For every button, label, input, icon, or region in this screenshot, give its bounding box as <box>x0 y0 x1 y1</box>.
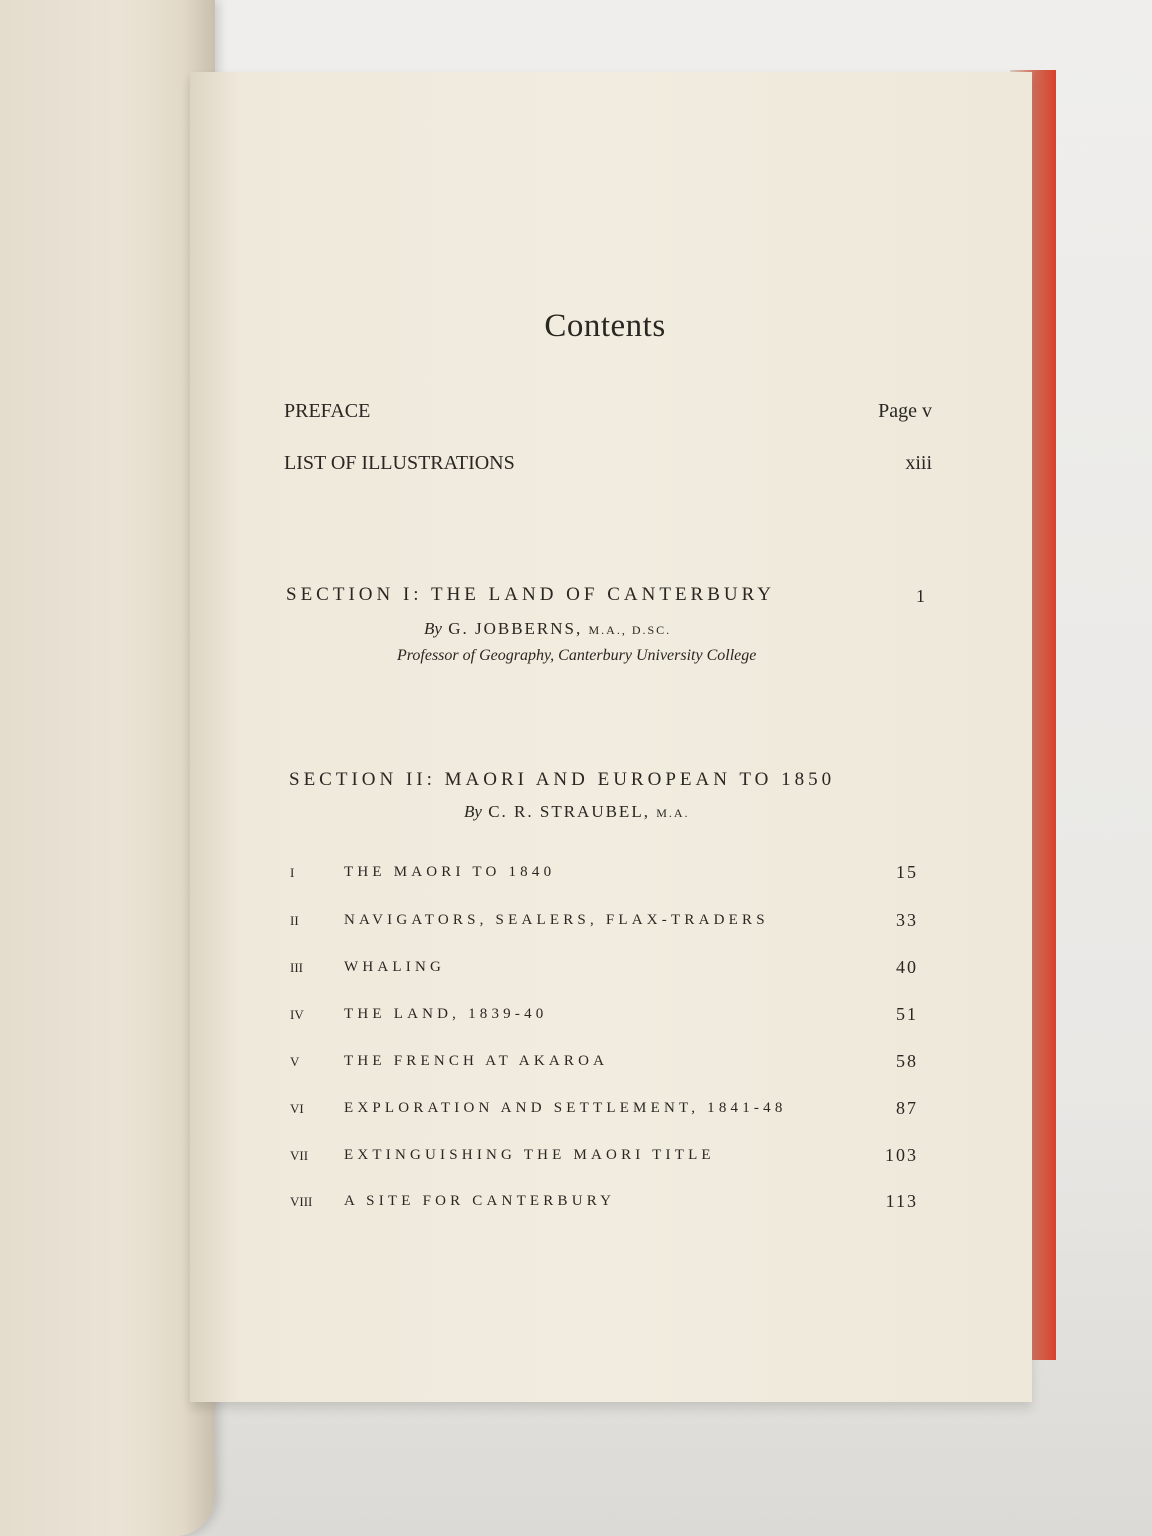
section-1-affiliation: Professor of Geography, Canterbury University College <box>397 647 757 664</box>
chapter-row <box>290 1191 918 1221</box>
section-1-page: 1 <box>916 586 925 606</box>
chapter-number: III <box>290 960 303 975</box>
chapter-title: A SITE FOR CANTERBURY <box>344 1193 616 1209</box>
chapter-title: NAVIGATORS, SEALERS, FLAX-TRADERS <box>344 912 769 928</box>
chapter-page: 40 <box>896 957 918 977</box>
chapter-title: EXTINGUISHING THE MAORI TITLE <box>344 1147 715 1163</box>
chapter-page: 33 <box>896 910 918 930</box>
chapter-page: 15 <box>896 862 918 882</box>
chapter-number: VI <box>290 1101 304 1116</box>
chapter-row <box>290 1004 918 1034</box>
chapter-page: 87 <box>896 1098 918 1118</box>
author-name: G. JOBBERNS, <box>448 619 583 638</box>
chapter-row <box>290 1098 918 1128</box>
page-title: Contents <box>544 308 666 344</box>
section-1-byline <box>424 619 671 639</box>
author-name: C. R. STRAUBEL, <box>488 802 650 821</box>
chapter-title: THE LAND, 1839-40 <box>344 1006 548 1022</box>
chapter-title: THE FRENCH AT AKAROA <box>344 1053 609 1069</box>
front-page-ref: Page v <box>878 400 932 422</box>
chapter-row <box>290 1051 918 1081</box>
chapter-page: 103 <box>885 1145 918 1165</box>
chapter-number: VII <box>290 1148 309 1163</box>
front-page-ref: xiii <box>905 452 932 474</box>
chapter-row <box>290 862 918 892</box>
chapter-number: II <box>290 913 299 928</box>
by-word: By <box>424 619 442 638</box>
front-label: PREFACE <box>284 400 371 422</box>
chapter-number: I <box>290 865 295 880</box>
chapter-page: 58 <box>896 1051 918 1071</box>
left-page <box>0 0 215 1536</box>
section-2-heading: SECTION II: MAORI AND EUROPEAN TO 1850 <box>289 769 836 790</box>
chapter-title: WHALING <box>344 959 446 975</box>
chapter-row <box>290 957 918 987</box>
chapter-title: EXPLORATION AND SETTLEMENT, 1841-48 <box>344 1100 787 1116</box>
chapter-title: THE MAORI TO 1840 <box>344 864 556 880</box>
chapter-number: V <box>290 1054 300 1069</box>
author-degrees: M.A., D.SC. <box>588 623 672 637</box>
section-1-heading: SECTION I: THE LAND OF CANTERBURY <box>286 584 775 605</box>
chapter-number: IV <box>290 1007 304 1022</box>
chapter-number: VIII <box>290 1194 313 1209</box>
author-degrees: M.A. <box>656 806 690 820</box>
chapter-page: 51 <box>896 1004 918 1024</box>
chapter-page: 113 <box>885 1191 918 1211</box>
section-2-byline <box>464 802 690 822</box>
chapter-row <box>290 910 918 940</box>
front-label: LIST OF ILLUSTRATIONS <box>284 452 515 474</box>
by-word: By <box>464 802 482 821</box>
chapter-row <box>290 1145 918 1175</box>
